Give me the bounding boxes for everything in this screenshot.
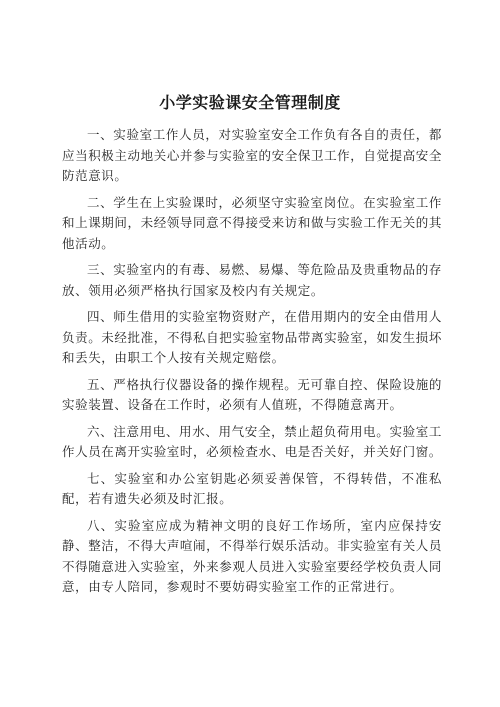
paragraph-6: 六、注意用电、用水、用气安全，禁止超负荷用电。实验室工作人员在离开实验室时，必须检查水、电是否关好，并关好门窗。 [62, 423, 442, 459]
paragraph-4: 四、师生借用的实验室物资财产，在借用期内的安全由借用人负责。未经批准，不得私自把实验室物品带离实验室，如发生损坏和丢失，由职工个人按有关规定赔偿。 [62, 309, 442, 365]
paragraph-7: 七、实验室和办公室钥匙必须妥善保管，不得转借，不准私配，若有遗失必须及时汇报。 [62, 470, 442, 506]
paragraph-8: 八、实验室应成为精神文明的良好工作场所，室内应保持安静、整洁，不得大声喧闹，不得举行娱乐活动。非实验室有关人员不得随意进入实验室，外来参观人员进入实验室要经学校负责人同意，由专人陪同，参观时不要妨碍实验室工作的正常进行。 [62, 517, 442, 594]
document-title: 小学实验课安全管理制度 [159, 93, 341, 112]
paragraph-1: 一、实验室工作人员，对实验室安全工作负有各自的责任，都应当积极主动地关心并参与实验室的安全保卫工作，自觉提高安全防范意识。 [62, 127, 442, 183]
document-body [62, 125, 442, 604]
paragraph-2: 二、学生在上实验课时，必须坚守实验室岗位。在实验室工作和上课期间，未经领导同意不得接受来访和做与实验工作无关的其他活动。 [62, 194, 442, 251]
paragraph-5: 五、严格执行仪器设备的操作规程。无可靠自控、保险设施的实验装置、设备在工作时，必须有人值班，不得随意离开。 [62, 376, 442, 412]
paragraph-3: 三、实验室内的有毒、易燃、易爆、等危险品及贵重物品的存放、领用必须严格执行国家及校内有关规定。 [62, 262, 442, 298]
